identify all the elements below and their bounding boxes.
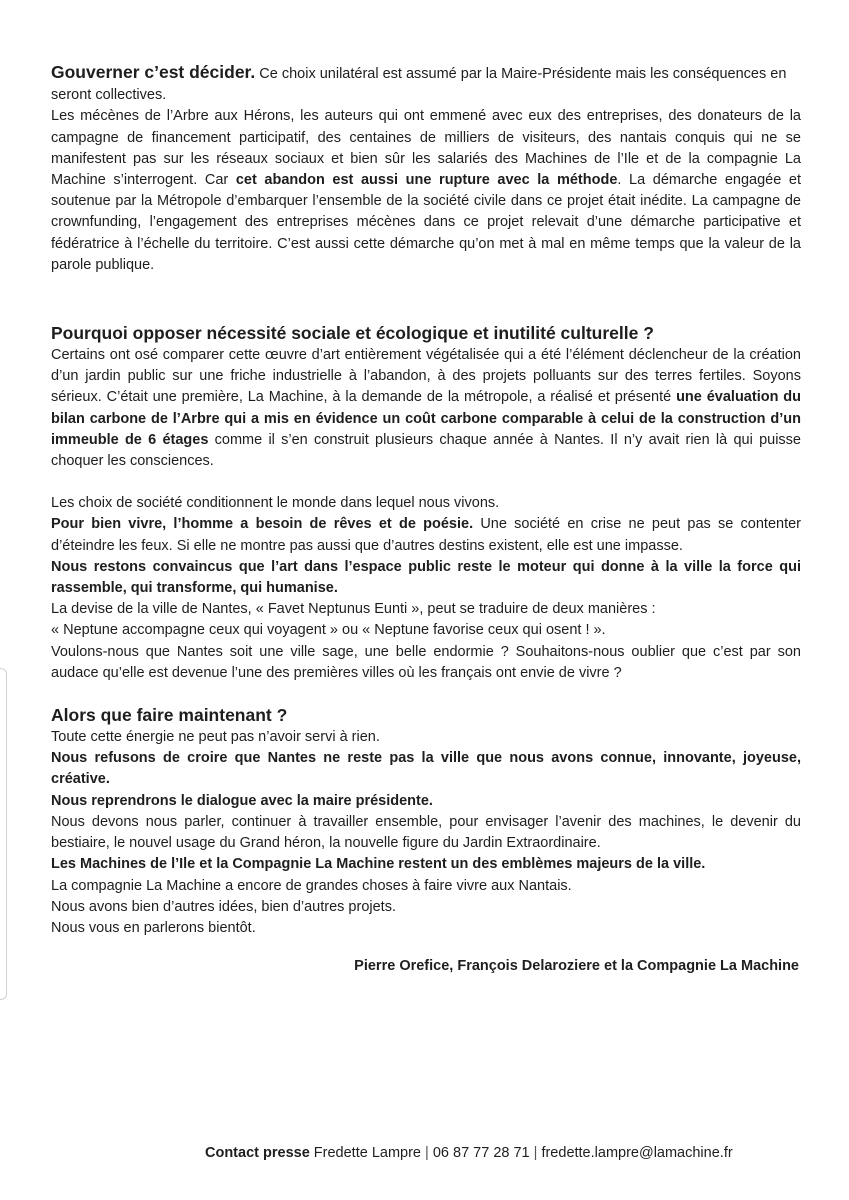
paragraph-art-espace-public (51, 557, 801, 599)
paragraph-mecenes (51, 106, 801, 276)
bold-emblemes: Les Machines de l’Ile et la Compagnie La Machine restent un des emblèmes majeurs de la ville. (51, 856, 706, 873)
bold-art-espace-public: Nous restons convaincus que l’art dans l’espace public reste le moteur qui donne à la ville la force qui rassemble, qui transforme, qui humanise. (51, 558, 801, 597)
paragraph-devise-line1: La devise de la ville de Nantes, « Favet Neptunus Eunti », peut se traduire de deux manières : (51, 601, 656, 618)
contact-phone: 06 87 77 28 71 (432, 1145, 530, 1161)
paragraph-bien-vivre (51, 514, 801, 556)
paragraph-certains (51, 345, 801, 472)
bold-refusons: Nous refusons de croire que Nantes ne reste pas la ville que nous avons connue, innovante, joyeuse, créative. (51, 750, 801, 788)
contact-email: fredette.lampre@lamachine.fr (541, 1145, 733, 1161)
paragraph-bientot: Nous vous en parlerons bientôt. (51, 919, 256, 936)
bold-dialogue: Nous reprendrons le dialogue avec la maire présidente. (51, 792, 433, 809)
paragraph-parler: Nous devons nous parler, continuer à travailler ensemble, pour envisager l’avenir des machines, le devenir du bestiaire, le nouvel usage du Grand héron, la nouvelle figure du Jardin Extraordinaire. (51, 813, 801, 852)
separator: | (425, 1145, 429, 1161)
text-bien-vivre: Une société en crise ne peut pas se contenter d’éteindre les feux. Si elle ne montre pas aussi que d’autres destins existent, elle est une impasse. (51, 516, 801, 554)
contact-name: Fredette Lampre (313, 1145, 421, 1161)
paragraph-gouverner-lead (51, 62, 801, 106)
paragraph-choix-societe: Les choix de société conditionnent le monde dans lequel nous vivons. (51, 495, 500, 512)
document-body (51, 62, 801, 939)
separator: | (533, 1145, 538, 1161)
heading-pourquoi: Pourquoi opposer nécessité sociale et écologique et inutilité culturelle ? (51, 323, 654, 344)
contact-label: Contact presse (205, 1145, 310, 1161)
paragraph-refusons (51, 748, 801, 790)
paragraph-idees: Nous avons bien d’autres idées, bien d’autres projets. (51, 898, 396, 915)
lead-gouverner: Gouverner c’est décider. (51, 62, 256, 82)
text-certains-a: Certains ont osé comparer cette œuvre d’art entièrement végétalisée qui a été l’élément déclencheur de la création d’un jardin public sur une friche industrielle à l’abandon, à des projets polluants sur des terres fertiles. Soyons sérieux. C’était une première, La Machine, à la demande de la métropole, a réalisé et présenté (51, 347, 801, 406)
heading-alors: Alors que faire maintenant ? (51, 705, 288, 726)
lead-text: Ce choix unilatéral est assumé par la Maire-Présidente mais les conséquences en seront collectives. (51, 66, 787, 104)
bold-rupture-methode: cet abandon est aussi une rupture avec la méthode (235, 172, 618, 189)
paragraph-compagnie: La compagnie La Machine a encore de grandes choses à faire vivre aux Nantais. (51, 877, 572, 894)
text-certains-b: comme il s’en construit plusieurs chaque année à Nantes. Il n’y avait rien là qui puisse choquer les consciences. (51, 431, 801, 470)
paragraph-voulons-nous: Voulons-nous que Nantes soit une ville sage, une belle endormie ? Souhaitons-nous oublier que c’est par son audace qu’elle est devenue l’une des premières villes où les français ont envie de vivre ? (51, 643, 801, 681)
section-gouverner (51, 62, 801, 276)
text-mecenes-a: Les mécènes de l’Arbre aux Hérons, les auteurs qui ont emmené avec eux des entreprises, des donateurs de la campagne de financement participatif, des centaines de milliers de visiteurs, des nantais conquis qui ne se manifestent pas sur les réseaux sociaux et bien sûr les salariés des Machines de l’Ile et de la compagnie La Machine s’interrogent. Car (51, 108, 801, 189)
paragraph-dialogue (51, 791, 801, 812)
text-mecenes-b: . La démarche engagée et soutenue par la Métropole d’embarquer l’ensemble de la société civile dans ce projet était inédite. La campagne de crownfunding, l’engagement des entreprises mécènes dans ce projet relevait d’une démarche participative et fédératrice à l’échelle du territoire. C’est aussi cette démarche qu’on met à mal en même temps que la valeur de la parole publique. (51, 172, 802, 273)
section-pourquoi (51, 321, 801, 684)
paragraph-emblemes (51, 854, 801, 875)
signature: Pierre Orefice, François Delaroziere et la Compagnie La Machine (354, 958, 799, 974)
press-contact (205, 1145, 733, 1161)
bold-bien-vivre: Pour bien vivre, l’homme a besoin de rêves et de poésie. (51, 516, 474, 533)
paragraph-energie: Toute cette énergie ne peut pas n’avoir servi à rien. (51, 729, 380, 746)
bold-bilan-carbone: une évaluation du bilan carbone de l’Arbre qui a mis en évidence un coût carbone comparable à celui de la construction d’un immeuble de 6 étages (51, 389, 802, 448)
page-edge-tab (0, 668, 7, 1000)
paragraph-devise-line2: « Neptune accompagne ceux qui voyagent » ou « Neptune favorise ceux qui osent ! ». (51, 622, 606, 639)
section-alors (51, 703, 801, 939)
